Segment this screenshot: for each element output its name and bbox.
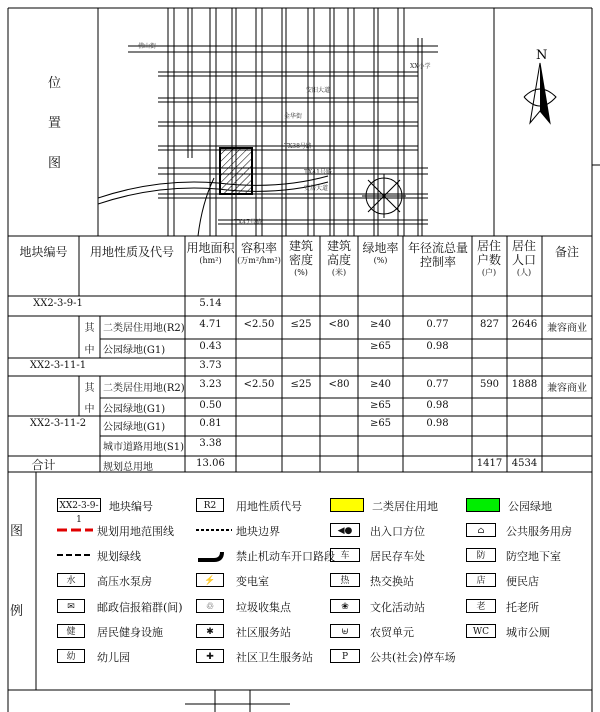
legend-symbol-text: R2 [203, 501, 217, 511]
location-title-1: 位 [48, 76, 62, 91]
table-cell-plot: XX2-3-9-1 [33, 298, 83, 309]
legend-symbol-text: ❀ [341, 602, 349, 612]
table-cell-area: 3.23 [199, 379, 222, 390]
legend-symbol-icon [330, 624, 360, 638]
legend-label: 社区卫生服务站 [236, 651, 313, 664]
table-cell-height: <80 [328, 379, 350, 390]
legend-symbol-text: WC [472, 627, 490, 637]
table-cell-use: 规划总用地 [103, 462, 153, 473]
table-cell-plot: XX2-3-11-1 [29, 360, 87, 371]
table-cell-area: 4.71 [199, 319, 222, 330]
hdr-green: 绿地率 (%) [362, 241, 399, 265]
table-cell-runoff: 0.77 [426, 379, 449, 390]
hdr-households: 居住户数 (户) [476, 239, 501, 277]
legend-label: 地块编号 [109, 500, 153, 513]
hdr-height: 建筑高度 (米) [326, 239, 351, 277]
svg-text:TX47号路: TX47号路 [234, 219, 262, 226]
legend-symbol-text: ✚ [206, 652, 214, 662]
legend-symbol-icon [57, 599, 85, 613]
legend-symbol-icon [466, 573, 496, 587]
legend-label: 文化活动站 [370, 601, 425, 614]
legend-label: 邮政信报箱群(间) [97, 601, 183, 614]
table-cell-qi: 其 [84, 383, 95, 394]
map-label: 佛山街 [138, 43, 157, 50]
table-cell-runoff: 0.98 [426, 341, 449, 352]
legend-symbol-icon [57, 498, 101, 525]
legend-symbol-text: 店 [476, 576, 486, 586]
svg-text:安阳大道: 安阳大道 [306, 87, 331, 94]
legend-label: 公共(社会)停车场 [370, 651, 456, 664]
table-cell-runoff: 0.77 [426, 319, 449, 330]
legend-label: 托老所 [506, 601, 539, 614]
legend-label: 防空地下室 [506, 550, 561, 563]
table-cell-households: 1417 [476, 458, 503, 469]
legend-symbol-text: 热 [340, 576, 350, 586]
legend-label: 社区服务站 [236, 626, 291, 639]
legend-symbol-text: P [341, 652, 349, 662]
legend-label: 居民存车处 [370, 550, 425, 563]
hdr-far: 容积率 (万m²/hm²) [237, 241, 281, 265]
hdr-land-use: 用地性质及代号 [89, 245, 174, 259]
legend-label: 居民健身设施 [97, 626, 163, 639]
svg-text:N: N [536, 48, 548, 63]
legend-label: 出入口方位 [370, 525, 425, 538]
table-cell-use: 二类居住用地(R2) [103, 323, 185, 334]
legend-label: 农贸单元 [370, 626, 414, 639]
legend-label: 热交换站 [370, 575, 414, 588]
svg-text:金华街: 金华街 [284, 113, 303, 120]
legend-symbol-text: ♲ [205, 602, 215, 612]
table-cell-use: 公园绿地(G1) [103, 404, 166, 415]
table-cell-area: 13.06 [196, 458, 225, 469]
legend-title-2: 例 [10, 604, 24, 619]
table-cell-population: 4534 [511, 458, 538, 469]
legend-symbol-icon [57, 523, 85, 537]
legend-symbol-icon [330, 498, 364, 512]
table-cell-runoff: 0.98 [426, 400, 449, 411]
legend-symbol-icon [57, 548, 85, 562]
legend-label: 公共服务用房 [506, 525, 572, 538]
legend-symbol-text: ✉ [67, 602, 75, 612]
table-cell-green: ≥65 [369, 400, 392, 411]
table-cell-qi: 其 [84, 323, 95, 334]
legend-symbol-text: ⊌ [341, 627, 349, 637]
table-cell-area: 0.43 [199, 341, 222, 352]
legend-label: 公园绿地 [508, 500, 552, 513]
legend-symbol-text: 幼 [66, 652, 76, 662]
legend-symbol-icon [196, 523, 224, 537]
legend-symbol-icon [196, 649, 224, 663]
legend-symbol-text: 水 [66, 576, 76, 586]
table-cell-use: 公园绿地(G1) [103, 345, 166, 356]
legend-label: 城市公厕 [506, 626, 550, 639]
legend-symbol-icon [330, 649, 360, 663]
table-cell-far: <2.50 [243, 319, 275, 330]
legend-symbol-icon [466, 624, 496, 638]
svg-text:XX小学: XX小学 [410, 63, 431, 70]
table-cell-remarks: 兼容商业 [547, 383, 587, 394]
svg-text:TX38号路: TX38号路 [284, 143, 312, 150]
legend-label: 变电室 [236, 575, 269, 588]
legend-symbol-icon [330, 523, 360, 537]
table-cell-use: 城市道路用地(S1) [103, 442, 185, 453]
hdr-remarks: 备注 [554, 245, 579, 259]
legend-symbol-text: ✱ [206, 627, 214, 637]
legend-label: 幼儿园 [97, 651, 130, 664]
table-cell-use: 公园绿地(G1) [103, 422, 166, 433]
location-title-3: 图 [48, 156, 62, 171]
legend-symbol-icon [466, 599, 496, 613]
svg-text:TX41号路: TX41号路 [304, 169, 332, 176]
svg-text:安居大道: 安居大道 [304, 185, 329, 192]
legend-symbol-icon [196, 548, 224, 562]
legend-label: 禁止机动车开口路段 [236, 550, 335, 563]
legend-symbol-icon [466, 498, 500, 512]
legend-label: 垃圾收集点 [236, 601, 291, 614]
legend-symbol-icon [57, 649, 85, 663]
table-cell-use: 二类居住用地(R2) [103, 383, 185, 394]
table-cell-population: 2646 [511, 319, 538, 330]
table-cell-runoff: 0.98 [426, 418, 449, 429]
legend-symbol-icon [57, 624, 85, 638]
legend-symbol-text: 老 [476, 602, 486, 612]
legend-symbol-icon [196, 624, 224, 638]
legend-label: 地块边界 [236, 525, 280, 538]
hdr-population: 居住人口 (人) [511, 239, 536, 277]
table-cell-qi: 中 [84, 345, 95, 356]
table-cell-remarks: 兼容商业 [547, 323, 587, 334]
table-cell-households: 827 [479, 319, 500, 330]
legend-title-1: 图 [10, 524, 24, 539]
legend-symbol-icon [330, 548, 360, 562]
table-cell-green: ≥65 [369, 341, 392, 352]
legend-symbol-text: 防 [476, 551, 486, 561]
table-cell-area: 3.38 [199, 438, 222, 449]
table-cell-plot: 合计 [31, 458, 56, 472]
location-title-2: 置 [48, 116, 62, 131]
hdr-runoff: 年径流总量控制率 [407, 241, 468, 269]
table-cell-density: ≤25 [290, 379, 312, 390]
legend-label: 高压水泵房 [97, 575, 152, 588]
table-cell-population: 1888 [511, 379, 538, 390]
legend-symbol-icon [196, 573, 224, 587]
table-cell-far: <2.50 [243, 379, 275, 390]
table-cell-height: <80 [328, 319, 350, 330]
table-cell-area: 0.81 [199, 418, 222, 429]
legend-symbol-icon [466, 548, 496, 562]
legend-symbol-icon [57, 573, 85, 587]
legend-label: 二类居住用地 [372, 500, 438, 513]
hdr-density: 建筑密度 (%) [288, 239, 313, 277]
table-cell-qi: 中 [84, 404, 95, 415]
legend-symbol-icon [466, 523, 496, 537]
legend-symbol-text: 健 [66, 627, 76, 637]
legend-symbol-text: ⌂ [477, 526, 485, 536]
table-cell-density: ≤25 [290, 319, 312, 330]
legend-symbol-text: XX2-3-9-1 [59, 501, 99, 525]
table-cell-area: 0.50 [199, 400, 222, 411]
table-cell-green: ≥40 [369, 319, 392, 330]
table-cell-green: ≥40 [369, 379, 392, 390]
hdr-plot-no: 地块编号 [19, 245, 68, 259]
legend-symbol-icon [330, 599, 360, 613]
legend-label: 规划绿线 [97, 550, 141, 563]
table-cell-households: 590 [479, 379, 500, 390]
table-cell-plot: XX2-3-11-2 [29, 418, 87, 429]
hdr-area: 用地面积 (hm²) [186, 241, 235, 265]
table-cell-area: 5.14 [199, 298, 222, 309]
legend-symbol-icon [196, 599, 224, 613]
legend-symbol-text: ◀● [337, 526, 353, 536]
legend-symbol-icon [196, 498, 224, 512]
legend-symbol-text: ⚡ [204, 576, 216, 586]
legend-symbol-icon [330, 573, 360, 587]
table-cell-green: ≥65 [369, 418, 392, 429]
table-cell-area: 3.73 [199, 360, 222, 371]
legend-label: 便民店 [506, 575, 539, 588]
legend-label: 规划用地范围线 [97, 525, 174, 538]
legend-label: 用地性质代号 [236, 500, 302, 513]
legend-symbol-text: 车 [340, 551, 350, 561]
